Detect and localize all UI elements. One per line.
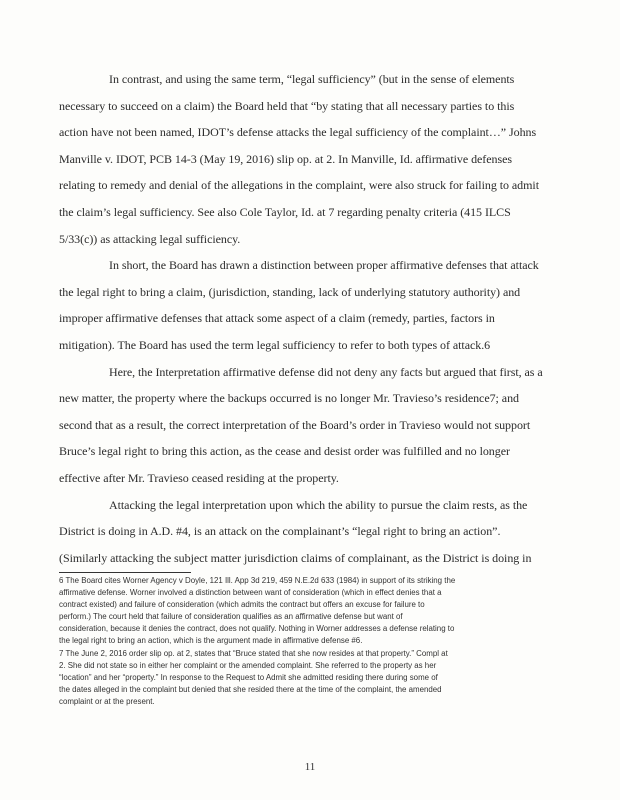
text-line: Manville v. IDOT, PCB 14-3 (May 19, 2016) slip op. at 2. In Manville, Id. affirmative defenses: [59, 151, 512, 166]
text-line: Bruce’s legal right to bring this action, as the cease and desist order was fulfilled and no longer: [59, 444, 510, 459]
text-line: Attacking the legal interpretation upon which the ability to pursue the claim rests, as the: [109, 497, 528, 512]
text-line: the legal right to bring a claim, (jurisdiction, standing, lack of underlying statutory authority) and: [59, 284, 521, 299]
footnote-line: “location” and her “property.” In response to the Request to Admit she admitted residing there during some of: [59, 672, 438, 682]
footnote-separator: [59, 572, 191, 573]
text-line: (Similarly attacking the subject matter jurisdiction claims of complainant, as the District is doing in: [59, 550, 532, 565]
page-number: 11: [304, 761, 316, 773]
footnote-line: contract existed) and failure of consideration (which admits the contract but offers an excuse for failure to: [59, 600, 425, 610]
text-line: In short, the Board has drawn a distinction between proper affirmative defenses that attack: [109, 258, 539, 273]
footnote-line: perform.) The court held that failure of consideration qualifies as an affirmative defense but want of: [59, 612, 403, 622]
footnote-line: 2. She did not state so in either her complaint or the amended complaint. She referred to the property as her: [59, 660, 437, 670]
text-line: District is doing in A.D. #4, is an attack on the complainant’s “legal right to bring an action”.: [59, 524, 501, 539]
text-line: new matter, the property where the backups occurred is no longer Mr. Travieso’s residence7; and: [59, 391, 519, 406]
footnote-line: consideration, because it denies the contract, does not qualify. Nothing in Worner addresses a defense relating to: [59, 624, 455, 634]
text-line: necessary to succeed on a claim) the Board held that “by stating that all necessary parties to this: [59, 98, 515, 113]
footnotes: [59, 575, 577, 708]
text-line: effective after Mr. Travieso ceased residing at the property.: [59, 470, 339, 485]
body-text: [59, 66, 571, 571]
text-line: second that as a result, the correct interpretation of the Board’s order in Travieso would not support: [59, 417, 531, 432]
text-line: action have not been named, IDOT’s defense attacks the legal sufficiency of the complaint…” Johns: [59, 125, 537, 140]
footnote-line: the legal right to bring an action, which is the argument made in affirmative defense #6.: [59, 636, 363, 646]
text-line: In contrast, and using the same term, “legal sufficiency” (but in the sense of elements: [109, 72, 515, 86]
text-line: mitigation). The Board has used the term legal sufficiency to refer to both types of attack.6: [59, 337, 491, 352]
text-line: Here, the Interpretation affirmative defense did not deny any facts but argued that first, as a: [109, 364, 543, 379]
footnote-line: 6 The Board cites Worner Agency v Doyle, 121 Ill. App 3d 219, 459 N.E.2d 633 (1984) in support of its striking the: [59, 576, 456, 585]
text-line: relating to remedy and denial of the allegations in the complaint, were also struck for failing to admit: [59, 178, 539, 193]
text-line: the claim’s legal sufficiency. See also Cole Taylor, Id. at 7 regarding penalty criteria (415 ILCS: [59, 204, 511, 219]
footnote-line: 7 The June 2, 2016 order slip op. at 2, states that “Bruce stated that she now resides at that property.” Compl at: [59, 648, 448, 658]
text-line: 5/33(c)) as attacking legal sufficiency.: [59, 231, 241, 246]
footnote-line: the dates alleged in the complaint but denied that she resided there at the time of the complaint, the amended: [59, 684, 442, 694]
footnote-line: affirmative defense. Worner involved a distinction between want of consideration (which in effect denies that a: [59, 588, 442, 598]
footnote-line: complaint or at the present.: [59, 696, 155, 706]
text-line: improper affirmative defenses that attack some aspect of a claim (remedy, parties, factors in: [59, 311, 495, 326]
